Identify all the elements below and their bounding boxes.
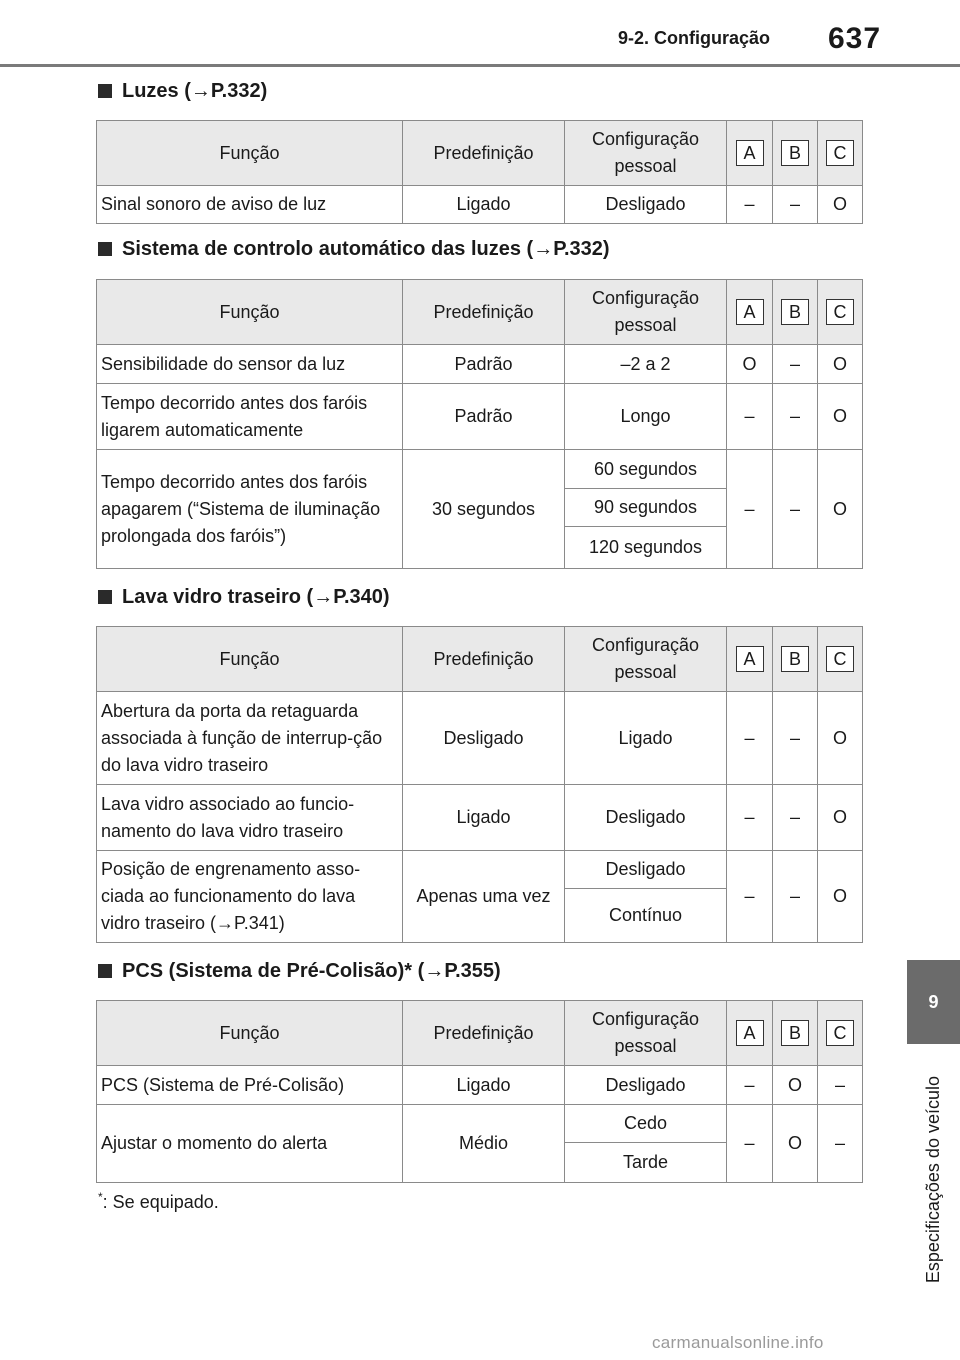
square-bullet-icon <box>98 242 112 256</box>
badge-b: B <box>781 140 809 166</box>
table-header-row <box>97 121 863 186</box>
column-header-c <box>818 121 863 186</box>
cell-config: Ligado <box>565 692 727 785</box>
cell-b: – <box>773 450 818 569</box>
cell-funcao: Ajustar o momento do alerta <box>97 1105 403 1183</box>
cell-b: – <box>773 692 818 785</box>
section-heading-lava-vidro: Lava vidro traseiro (→P.340) <box>98 586 390 609</box>
column-header-configuracao: Configuração pessoal <box>565 627 727 692</box>
cell-funcao: Tempo decorrido antes dos faróis apagarem (“Sistema de iluminação prolongada dos faróis”) <box>97 450 403 569</box>
cell-a: – <box>727 1066 773 1105</box>
table-row <box>97 1066 863 1105</box>
cell-funcao: Tempo decorrido antes dos faróis ligarem automaticamente <box>97 384 403 450</box>
column-header-a <box>727 280 773 345</box>
badge-b: B <box>781 646 809 672</box>
column-header-funcao: Função <box>97 1001 403 1066</box>
cell-config-option: Cedo <box>565 1105 727 1143</box>
badge-b: B <box>781 1020 809 1046</box>
cell-c: O <box>818 851 863 943</box>
badge-c: C <box>826 299 854 325</box>
cell-predefinicao: Ligado <box>403 186 565 224</box>
table-pcs <box>96 1000 863 1183</box>
section-heading-luzes: Luzes (→P.332) <box>98 80 267 103</box>
column-header-a <box>727 1001 773 1066</box>
cell-a: – <box>727 851 773 943</box>
footnote-mark: * <box>98 1190 103 1204</box>
cell-config: Longo <box>565 384 727 450</box>
table-luzes <box>96 120 863 224</box>
cell-b: – <box>773 785 818 851</box>
cell-funcao: Abertura da porta da retaguarda associada à função de interrup-ção do lava vidro traseiro <box>97 692 403 785</box>
cell-config-option: Contínuo <box>565 889 727 943</box>
page-reference: →P.340) <box>313 586 390 608</box>
cell-predefinicao: Médio <box>403 1105 565 1183</box>
cell-config-option: 60 segundos <box>565 450 727 489</box>
column-header-a <box>727 627 773 692</box>
cell-a: – <box>727 186 773 224</box>
cell-b: O <box>773 1105 818 1183</box>
table-row <box>97 345 863 384</box>
cell-predefinicao: Desligado <box>403 692 565 785</box>
cell-predefinicao: Ligado <box>403 1066 565 1105</box>
cell-config-option: 120 segundos <box>565 527 727 569</box>
cell-a: – <box>727 450 773 569</box>
cell-c: O <box>818 345 863 384</box>
cell-config: Desligado <box>565 186 727 224</box>
header-divider <box>0 64 960 67</box>
table-row <box>97 384 863 450</box>
badge-c: C <box>826 646 854 672</box>
column-header-configuracao: Configuração pessoal <box>565 121 727 186</box>
watermark: carmanualsonline.info <box>652 1333 824 1352</box>
cell-c: – <box>818 1066 863 1105</box>
table-controlo-luzes <box>96 279 863 569</box>
badge-c: C <box>826 1020 854 1046</box>
square-bullet-icon <box>98 590 112 604</box>
cell-funcao: Sensibilidade do sensor da luz <box>97 345 403 384</box>
page-reference: →P.332) <box>533 238 610 260</box>
column-header-funcao: Função <box>97 627 403 692</box>
cell-config: –2 a 2 <box>565 345 727 384</box>
page-number: 637 <box>828 22 882 55</box>
cell-config-option: 90 segundos <box>565 489 727 527</box>
column-header-funcao: Função <box>97 280 403 345</box>
cell-b: O <box>773 1066 818 1105</box>
column-header-b <box>773 1001 818 1066</box>
chapter-caption <box>907 1044 960 1316</box>
table-lava-vidro <box>96 626 863 943</box>
badge-a: A <box>736 299 764 325</box>
table-row <box>97 851 863 889</box>
badge-a: A <box>736 646 764 672</box>
cell-b: – <box>773 384 818 450</box>
column-header-funcao: Função <box>97 121 403 186</box>
column-header-c <box>818 280 863 345</box>
cell-predefinicao: 30 segundos <box>403 450 565 569</box>
cell-b: – <box>773 345 818 384</box>
column-header-b <box>773 121 818 186</box>
table-header-row <box>97 627 863 692</box>
cell-c: – <box>818 1105 863 1183</box>
column-header-predefinicao: Predefinição <box>403 280 565 345</box>
cell-config-option: Desligado <box>565 851 727 889</box>
column-header-predefinicao: Predefinição <box>403 1001 565 1066</box>
column-header-b <box>773 280 818 345</box>
badge-b: B <box>781 299 809 325</box>
badge-a: A <box>736 1020 764 1046</box>
page-reference: →P.355) <box>424 960 501 982</box>
column-header-b <box>773 627 818 692</box>
cell-a: – <box>727 1105 773 1183</box>
cell-c: O <box>818 384 863 450</box>
column-header-configuracao: Configuração pessoal <box>565 1001 727 1066</box>
cell-c: O <box>818 186 863 224</box>
table-row <box>97 450 863 489</box>
chapter-tab: 9 <box>907 960 960 1044</box>
table-row <box>97 785 863 851</box>
badge-a: A <box>736 140 764 166</box>
section-heading-controlo-luzes: Sistema de controlo automático das luzes (→P.332) <box>98 238 610 261</box>
cell-predefinicao: Apenas uma vez <box>403 851 565 943</box>
cell-predefinicao: Padrão <box>403 345 565 384</box>
section-heading-pcs: PCS (Sistema de Pré-Colisão)* (→P.355) <box>98 960 501 983</box>
section-title: 9-2. Configuração <box>618 28 771 48</box>
cell-config: Desligado <box>565 1066 727 1105</box>
column-header-predefinicao: Predefinição <box>403 627 565 692</box>
cell-c: O <box>818 692 863 785</box>
cell-b: – <box>773 851 818 943</box>
square-bullet-icon <box>98 84 112 98</box>
cell-a: – <box>727 384 773 450</box>
table-header-row <box>97 1001 863 1066</box>
cell-c: O <box>818 450 863 569</box>
footnote <box>98 1190 219 1213</box>
table-row <box>97 1105 863 1143</box>
cell-funcao: Sinal sonoro de aviso de luz <box>97 186 403 224</box>
cell-a: – <box>727 785 773 851</box>
badge-c: C <box>826 140 854 166</box>
cell-funcao: Lava vidro associado ao funcio-namento do lava vidro traseiro <box>97 785 403 851</box>
table-row <box>97 186 863 224</box>
cell-b: – <box>773 186 818 224</box>
cell-config: Desligado <box>565 785 727 851</box>
column-header-a <box>727 121 773 186</box>
cell-c: O <box>818 785 863 851</box>
footnote-text: : Se equipado. <box>102 1192 219 1212</box>
cell-funcao: PCS (Sistema de Pré-Colisão) <box>97 1066 403 1105</box>
column-header-c <box>818 627 863 692</box>
cell-predefinicao: Padrão <box>403 384 565 450</box>
cell-predefinicao: Ligado <box>403 785 565 851</box>
cell-funcao: Posição de engrenamento asso-ciada ao funcionamento do lava vidro traseiro (→P.341) <box>97 851 403 943</box>
cell-a: O <box>727 345 773 384</box>
table-header-row <box>97 280 863 345</box>
cell-config-option: Tarde <box>565 1143 727 1183</box>
page-reference: →P.332) <box>190 80 268 102</box>
cell-a: – <box>727 692 773 785</box>
square-bullet-icon <box>98 964 112 978</box>
column-header-predefinicao: Predefinição <box>403 121 565 186</box>
chapter-caption-text: Especificações do veículo <box>923 1076 943 1284</box>
column-header-configuracao: Configuração pessoal <box>565 280 727 345</box>
table-row <box>97 692 863 785</box>
column-header-c <box>818 1001 863 1066</box>
